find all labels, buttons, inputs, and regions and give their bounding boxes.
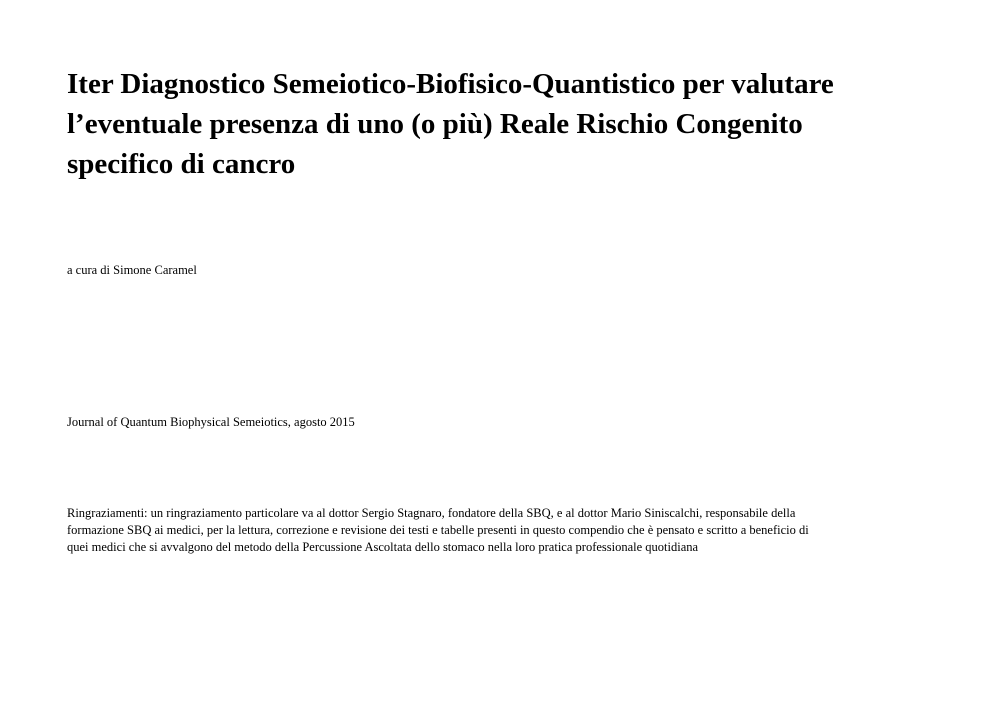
acknowledgements-paragraph: [67, 505, 912, 556]
title-line: Iter Diagnostico Semeiotico-Biofisico-Quantistico per valutare: [67, 68, 834, 100]
title-line: l’eventuale presenza di uno (o più) Reale Rischio Congenito: [67, 108, 803, 140]
title-line: specifico di cancro: [67, 148, 296, 180]
acknowledgements-line: Ringraziamenti: un ringraziamento particolare va al dottor Sergio Stagnaro, fondatore della SBQ, e al dottor Mario Siniscalchi, responsabile della: [67, 506, 796, 520]
acknowledgements-line: quei medici che si avvalgono del metodo della Percussione Ascoltata dello stomaco nella loro pratica professionale quotidiana: [67, 540, 699, 554]
editor-credit: a cura di Simone Caramel: [67, 263, 197, 277]
journal-citation: Journal of Quantum Biophysical Semeiotics, agosto 2015: [67, 415, 355, 429]
acknowledgements-line: formazione SBQ ai medici, per la lettura, correzione e revisione dei testi e tabelle presenti in questo compendio che è pensato e scritto a beneficio di: [67, 523, 809, 537]
document-title: [67, 64, 947, 184]
